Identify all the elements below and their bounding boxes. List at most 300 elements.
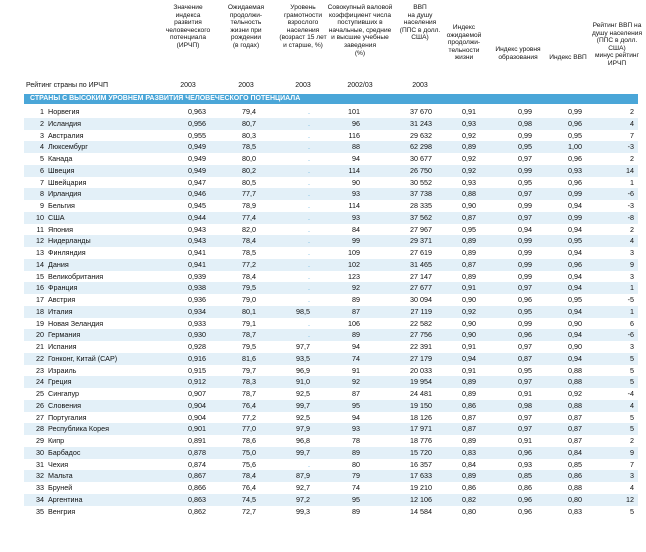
education-index-value: 0,97 [518,377,532,387]
hdi-value: 0,963 [188,107,206,116]
table-row [24,188,638,200]
country-name: Канада [48,154,73,163]
rank-difference-value: 2 [630,436,634,445]
life-index-value: 0,84 [462,459,476,469]
literacy-value: . [308,118,310,128]
enrolment-value: 96 [352,118,360,128]
country-name: Чехия [48,459,69,469]
life-value: 78,9 [242,201,256,210]
life-index-value: 0,94 [462,353,476,363]
table-row [24,141,638,153]
literacy-value: 99,7 [296,447,310,457]
rank-difference-value: 2 [630,224,634,234]
table-row [24,294,638,306]
rank-difference-value: 6 [630,318,634,328]
education-index-value: 0,95 [518,306,532,316]
life-index-value: 0,90 [462,318,476,328]
gdp-index-value: 0,85 [568,459,582,469]
gdp-index-value: 0,87 [568,424,582,434]
rank-cell: 8 [40,189,44,199]
life-value: 80,0 [242,154,256,163]
enrolment-value: 89 [352,506,360,516]
table-row [24,447,638,459]
table-row [24,165,638,177]
gdp-index-value: 0,96 [568,259,582,269]
life-value: 77,4 [242,212,256,222]
rank-cell: 23 [36,365,44,375]
life-value: 78,3 [242,377,256,387]
rank-difference-value: 1 [630,306,634,316]
literacy-value: 97,9 [296,424,310,434]
literacy-value: . [308,154,310,163]
life-index-value: 0,92 [462,306,476,316]
literacy-value: 96,9 [296,365,310,375]
enrolment-value: 93 [352,189,360,199]
gdp-index-value: 0,94 [568,306,582,316]
enrolment-value: 116 [348,130,360,140]
country-name: Бельгия [48,201,75,210]
rank-difference-value: 4 [630,483,634,492]
rank-difference-value: 9 [630,259,634,269]
life-value: 78,4 [242,236,256,246]
rank-difference-value: 7 [630,459,634,469]
literacy-value: . [308,177,310,187]
literacy-value: . [308,271,310,281]
education-index-value: 0,85 [518,471,532,481]
enrolment-value: 92 [352,283,360,293]
life-index-value: 0,86 [462,483,476,492]
enrolment-value: 102 [348,259,360,269]
rank-cell: 29 [36,436,44,445]
table-row [24,482,638,494]
rank-difference-value: 5 [630,377,634,387]
country-name: Новая Зеландия [48,318,104,328]
life-value: 78,5 [242,142,256,152]
gdp-index-value: 0,88 [568,365,582,375]
rank-difference-value: 9 [630,447,634,457]
gdp-value: 28 335 [410,201,432,210]
rank-difference-value: 3 [630,342,634,351]
hdi-value: 0,901 [188,424,206,434]
rank-difference-value: -5 [627,295,634,304]
life-value: 79,1 [242,318,256,328]
gdp-index-value: 0,96 [568,154,582,163]
country-name: Австрия [48,295,76,304]
country-name: Исландия [48,118,82,128]
rank-cell: 9 [40,201,44,210]
rank-cell: 6 [40,165,44,175]
education-index-value: 0,99 [518,259,532,269]
life-value: 77,2 [242,259,256,269]
life-index-value: 0,89 [462,271,476,281]
country-name: Словения [48,400,82,410]
gdp-value: 14 584 [410,506,432,516]
table-row [24,506,638,518]
enrolment-value: 74 [352,483,360,492]
country-name: Франция [48,283,78,293]
gdp-value: 27 756 [410,330,432,340]
country-name: Люксембург [48,142,88,152]
literacy-value: . [308,212,310,222]
country-name: Сингапур [48,389,80,398]
life-value: 77,0 [242,424,256,434]
literacy-value: . [308,224,310,234]
hdi-value: 0,949 [188,142,206,152]
literacy-value: 99,3 [296,506,310,516]
gdp-value: 27 179 [410,353,432,363]
table-row [24,106,638,118]
rank-cell: 28 [36,424,44,434]
literacy-value: . [308,295,310,304]
rank-difference-value: 1 [630,283,634,293]
table-row [24,118,638,130]
life-value: 74,5 [242,494,256,504]
life-index-value: 0,95 [462,224,476,234]
rank-cell: 11 [36,224,44,234]
country-name: Италия [48,306,73,316]
gdp-value: 15 720 [410,447,432,457]
header-gdp-index: Индекс ВВП [549,54,587,61]
literacy-value: . [308,330,310,340]
education-index-value: 0,97 [518,342,532,351]
gdp-index-value: 0,84 [568,447,582,457]
life-index-value: 0,89 [462,142,476,152]
table-row [24,412,638,424]
hdi-value: 0,907 [188,389,206,398]
literacy-value: . [308,107,310,116]
life-value: 72,7 [242,506,256,516]
rank-cell: 13 [36,248,44,257]
gdp-value: 27 619 [410,248,432,257]
country-name: Барбадос [48,447,81,457]
gdp-index-value: 0,92 [568,389,582,398]
hdi-value: 0,939 [188,271,206,281]
enrolment-value: 109 [348,248,360,257]
country-name: Испания [48,342,77,351]
life-index-value: 0,93 [462,177,476,187]
education-index-value: 0,99 [518,248,532,257]
table-row [24,271,638,283]
rank-cell: 3 [40,130,44,140]
life-value: 80,5 [242,177,256,187]
enrolment-value: 94 [352,412,360,422]
life-index-value: 0,87 [462,259,476,269]
life-index-value: 0,90 [462,201,476,210]
education-index-value: 0,96 [518,330,532,340]
hdi-value: 0,862 [188,506,206,516]
enrolment-value: 106 [348,318,360,328]
life-index-value: 0,87 [462,424,476,434]
table-row [24,177,638,189]
education-index-value: 0,97 [518,212,532,222]
life-value: 75,0 [242,447,256,457]
country-name: Германия [48,330,81,340]
country-name: Греция [48,377,72,387]
enrolment-value: 93 [352,424,360,434]
literacy-value: 91,0 [296,377,310,387]
country-name: Нидерланды [48,236,91,246]
enrolment-value: 95 [352,400,360,410]
enrolment-value: 80 [352,459,360,469]
enrolment-value: 114 [348,201,360,210]
education-index-value: 0,96 [518,447,532,457]
hdi-value: 0,947 [188,177,206,187]
education-index-value: 0,99 [518,165,532,175]
rank-cell: 5 [40,154,44,163]
table-row [24,494,638,506]
hdi-value: 0,904 [188,400,206,410]
rank-cell: 26 [36,400,44,410]
table-row [24,470,638,482]
table-row [24,130,638,142]
enrolment-value: 74 [352,353,360,363]
country-name: Швеция [48,165,75,175]
life-index-value: 0,82 [462,494,476,504]
gdp-value: 20 033 [410,365,432,375]
rank-cell: 18 [36,306,44,316]
gdp-value: 37 738 [410,189,432,199]
gdp-value: 37 670 [410,107,432,116]
table-row [24,400,638,412]
life-index-value: 0,92 [462,154,476,163]
rank-cell: 21 [36,342,44,351]
education-index-value: 0,93 [518,459,532,469]
life-value: 79,5 [242,283,256,293]
table-row [24,306,638,318]
literacy-value: 92,5 [296,389,310,398]
hdi-value: 0,878 [188,447,206,457]
literacy-value: . [308,142,310,152]
gdp-index-value: 0,87 [568,436,582,445]
rank-difference-value: 5 [630,412,634,422]
header-hdi: Значение индекса развития человеческого потенциала (ИРЧП) [165,4,211,49]
gdp-index-value: 0,96 [568,177,582,187]
table-row [24,353,638,365]
life-index-value: 0,87 [462,212,476,222]
gdp-value: 27 147 [410,271,432,281]
rank-cell: 32 [36,471,44,481]
education-index-value: 0,98 [518,118,532,128]
education-index-value: 0,95 [518,142,532,152]
country-name: Финляндия [48,248,86,257]
literacy-value: . [308,201,310,210]
enrolment-value: 78 [352,436,360,445]
gdp-value: 18 126 [410,412,432,422]
hdi-value: 0,874 [188,459,206,469]
hdi-value: 0,930 [188,330,206,340]
enrolment-value: 90 [352,177,360,187]
gdp-value: 27 677 [410,283,432,293]
life-index-value: 0,80 [462,506,476,516]
rank-cell: 30 [36,447,44,457]
rank-difference-value: 5 [630,506,634,516]
rank-cell: 2 [40,118,44,128]
life-value: 78,4 [242,271,256,281]
enrolment-value: 92 [352,377,360,387]
hdi-value: 0,916 [188,353,206,363]
life-index-value: 0,91 [462,107,476,116]
education-index-value: 0,99 [518,201,532,210]
rank-difference-value: 4 [630,400,634,410]
life-value: 78,7 [242,389,256,398]
rank-difference-value: -4 [627,389,634,398]
gdp-value: 29 632 [410,130,432,140]
gdp-value: 12 106 [410,494,432,504]
life-value: 78,5 [242,248,256,257]
rank-difference-value: 2 [630,107,634,116]
rank-cell: 12 [36,236,44,246]
enrolment-value: 93 [352,212,360,222]
gdp-value: 31 243 [410,118,432,128]
enrolment-value: 89 [352,330,360,340]
country-name: Мальта [48,471,73,481]
enrolment-value: 114 [348,165,360,175]
gdp-index-value: 0,94 [568,224,582,234]
gdp-value: 17 971 [410,424,432,434]
life-index-value: 0,89 [462,436,476,445]
country-name: Гонконг, Китай (САР) [48,353,118,363]
rank-cell: 20 [36,330,44,340]
gdp-value: 29 371 [410,236,432,246]
rank-cell: 16 [36,283,44,293]
gdp-value: 22 582 [410,318,432,328]
rank-cell: 27 [36,412,44,422]
life-value: 81,6 [242,353,256,363]
hdi-value: 0,949 [188,165,206,175]
literacy-value: 99,7 [296,400,310,410]
gdp-value: 22 391 [410,342,432,351]
literacy-value: . [308,236,310,246]
literacy-value: 96,8 [296,436,310,445]
literacy-value: . [308,259,310,269]
education-index-value: 0,95 [518,365,532,375]
rank-cell: 22 [36,353,44,363]
gdp-index-value: 0,94 [568,283,582,293]
literacy-value: 92,7 [296,483,310,492]
literacy-value: . [308,130,310,140]
education-index-value: 0,99 [518,271,532,281]
literacy-value: . [308,459,310,469]
rank-difference-value: -3 [627,201,634,210]
hdi-value: 0,867 [188,471,206,481]
rank-cell: 25 [36,389,44,398]
life-value: 77,2 [242,412,256,422]
education-index-value: 0,97 [518,283,532,293]
year-gdp: 2003 [412,82,428,89]
enrolment-value: 88 [352,142,360,152]
literacy-value: 92,5 [296,412,310,422]
rank-difference-value: 5 [630,424,634,434]
rank-cell: 31 [36,459,44,469]
life-index-value: 0,89 [462,377,476,387]
table-row [24,212,638,224]
life-index-value: 0,92 [462,130,476,140]
hdi-value: 0,912 [188,377,206,387]
hdi-value: 0,941 [188,248,206,257]
table-row [24,153,638,165]
rank-cell: 24 [36,377,44,387]
hdi-value: 0,944 [188,212,206,222]
education-index-value: 0,95 [518,177,532,187]
life-value: 78,4 [242,471,256,481]
header-enrolment: Совокупный валовой коэффициент числа поступивших в начальные, средние и высшие учебные заведения (%) [327,4,393,57]
life-index-value: 0,91 [462,365,476,375]
literacy-value: . [308,189,310,199]
literacy-value: 97,2 [296,494,310,504]
gdp-index-value: 0,94 [568,330,582,340]
rank-difference-value: 7 [630,130,634,140]
life-index-value: 0,90 [462,295,476,304]
country-name: Аргентина [48,494,83,504]
hdi-value: 0,955 [188,130,206,140]
education-index-value: 0,96 [518,506,532,516]
life-index-value: 0,92 [462,165,476,175]
hdi-value: 0,945 [188,201,206,210]
rank-cell: 19 [36,318,44,328]
table-row [24,376,638,388]
gdp-value: 26 750 [410,165,432,175]
gdp-index-value: 0,83 [568,506,582,516]
life-value: 79,0 [242,295,256,304]
literacy-value: 87,9 [296,471,310,481]
life-index-value: 0,90 [462,330,476,340]
rank-difference-value: -6 [627,330,634,340]
header-life-expectancy: Ожидаемая продолжи- тельность жизни при рождении (в годах) [227,4,265,49]
hdi-value: 0,946 [188,189,206,199]
education-index-value: 0,97 [518,154,532,163]
header-rank-label: Рейтинг страны по ИРЧП [26,82,109,89]
life-value: 82,0 [242,224,256,234]
gdp-index-value: 0,86 [568,471,582,481]
gdp-index-value: 0,94 [568,271,582,281]
life-index-value: 0,91 [462,283,476,293]
header-gdp: ВВП на душу населения (ППС в долл. США) [399,4,441,42]
rank-difference-value: 12 [626,494,634,504]
table-row [24,329,638,341]
gdp-index-value: 0,99 [568,212,582,222]
rank-cell: 35 [36,506,44,516]
life-value: 77,7 [242,189,256,199]
gdp-index-value: 0,94 [568,201,582,210]
table-row [24,423,638,435]
rank-difference-value: 14 [626,165,634,175]
gdp-value: 19 210 [410,483,432,492]
table-row [24,341,638,353]
table-row [24,388,638,400]
life-index-value: 0,86 [462,400,476,410]
life-value: 80,7 [242,118,256,128]
gdp-value: 24 481 [410,389,432,398]
country-name: Республика Корея [48,424,110,434]
life-value: 79,4 [242,107,256,116]
enrolment-value: 87 [352,306,360,316]
rank-cell: 34 [36,494,44,504]
gdp-index-value: 0,95 [568,236,582,246]
gdp-index-value: 0,99 [568,107,582,116]
rank-difference-value: 3 [630,271,634,281]
life-value: 80,3 [242,130,256,140]
rank-difference-value: 1 [630,177,634,187]
enrolment-value: 79 [352,471,360,481]
life-value: 75,6 [242,459,256,469]
literacy-value: 98,5 [296,306,310,316]
life-value: 79,7 [242,365,256,375]
year-literacy: 2003 [295,82,311,89]
rank-difference-value: 5 [630,365,634,375]
country-name: Израиль [48,365,77,375]
rank-cell: 10 [36,212,44,222]
education-index-value: 0,99 [518,318,532,328]
